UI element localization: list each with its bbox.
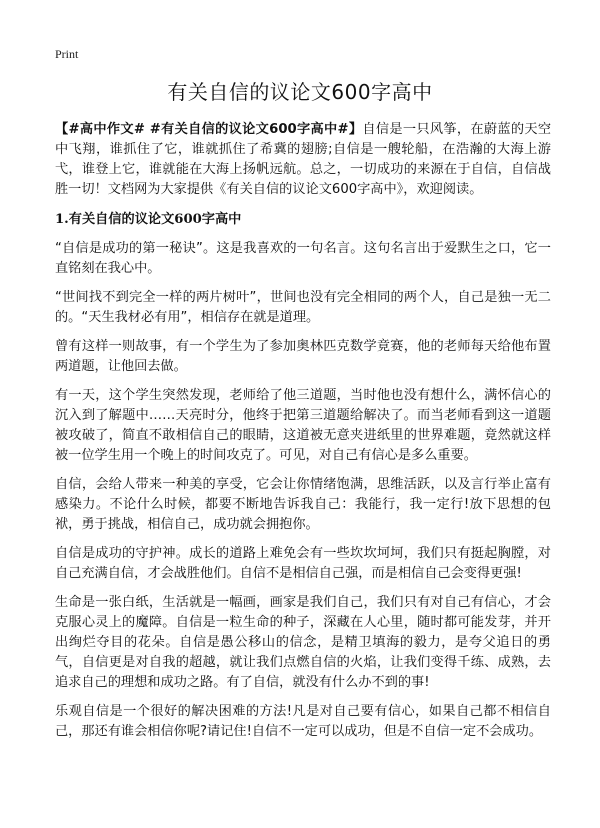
intro-text: 自信是一只风筝，在蔚蓝的天空中飞翔，谁抓住了它，谁就抓住了希冀的翅膀;自信是一艘轮船，在浩瀚的大海上游弋，谁登上它，谁就能在大海上扬帆远航。总之，一切成功的来源在于自信，自信战胜一切！文档网为大家提供《有关自信的议论文600字高中》，欢迎阅读。 xyxy=(55,122,552,197)
body-paragraph-7: 生命是一张白纸，生活就是一幅画，画家是我们自己，我们只有对自己有信心，才会克服心灵上的魔障。自信是一粒生命的种子，深藏在人心里，随时都可能发芽，并开出绚烂夺目的花朵。自信是愚公移山的信念，是精卫填海的毅力，是夸父追日的勇气，自信更是对自我的超越，就让我们点燃自信的火焰，让我们变得千练、成熟，去追求自己的理想和成功之路。有了自信，就没有什么办不到的事! xyxy=(55,595,551,690)
body-paragraph-4: 有一天，这个学生突然发现，老师给了他三道题，当时他也没有想什么，满怀信心的沉入到了解题中……天亮时分，他终于把第三道题给解决了。而当老师看到这一道题被攻破了，简直不敢相信自己的眼睛，这道被无意夹进纸里的世界难题，竟然就这样被一位学生用一个晚上的时间攻克了。可见，对自己有信心是多么重要。 xyxy=(55,388,551,463)
body-paragraph-5: 自信，会给人带来一种美的享受，它会让你情绪饱满，思维活跃，以及言行举止富有感染力。不论什么时候，都要不断地告诉我自己：我能行，我一定行!放下思想的包袱，勇于挑战，相信自己，成功就会拥抱你。 xyxy=(55,477,551,532)
body-paragraph-6: 自信是成功的守护神。成长的道路上难免会有一些坎坎坷坷，我们只有挺起胸膛，对自己充满自信，才会战胜他们。自信不是相信自己强，而是相信自己会变得更强! xyxy=(55,546,551,581)
print-link[interactable]: Print xyxy=(55,47,79,61)
body-paragraph-8: 乐观自信是一个很好的解决困难的方法!凡是对自己要有信心，如果自己都不相信自己，那还有谁会相信你呢?请记住!自信不一定可以成功，但是不自信一定不会成功。 xyxy=(55,704,551,739)
intro-label: 【#高中作文# #有关自信的议论文600字高中#】 xyxy=(55,122,363,137)
section-heading: 1.有关自信的议论文600字高中 xyxy=(55,212,242,227)
body-paragraph-3: 曾有这样一则故事，有一个学生为了参加奥林匹克数学竟赛，他的老师每天给他布置两道题，让他回去做。 xyxy=(55,339,551,374)
intro-paragraph xyxy=(55,120,551,200)
body-paragraph-1: “自信是成功的第一秘诀”。这是我喜欢的一句名言。这句名言出于爱默生之口，它一直铭刻在我心中。 xyxy=(55,241,551,276)
article-body xyxy=(55,120,551,751)
body-paragraph-2: “世间找不到完全一样的两片树叶”，世间也没有完全相同的两个人，自己是独一无二的。“天生我材必有用”，相信存在就是道理。 xyxy=(55,290,551,325)
page-title: 有关自信的议论文600字高中 xyxy=(167,80,433,104)
